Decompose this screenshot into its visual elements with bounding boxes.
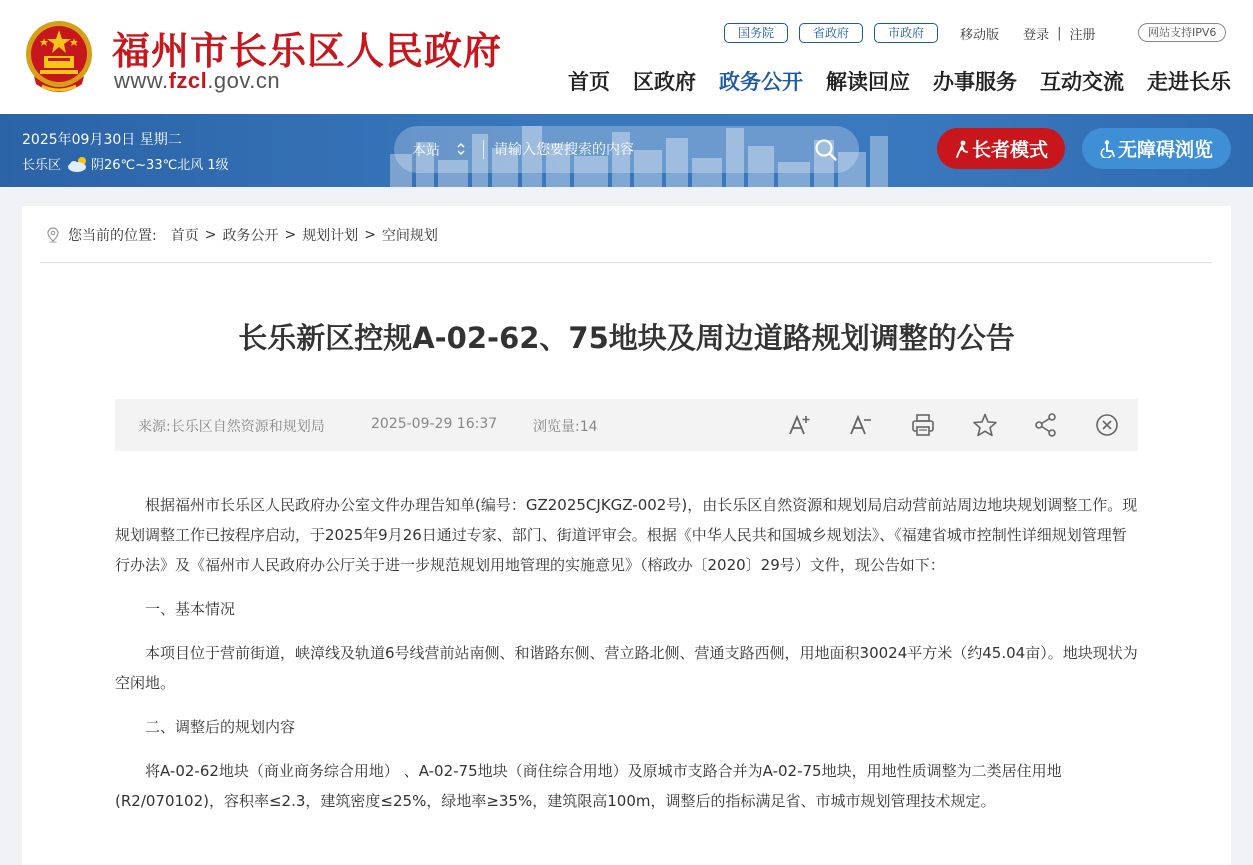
breadcrumb-divider [40, 262, 1212, 263]
site-url-brand: fzcl [168, 68, 208, 93]
register-link[interactable]: 注册 [1069, 27, 1096, 43]
weather-info [22, 154, 229, 173]
weather-text: 阴26℃~33℃北风 1级 [91, 158, 229, 173]
nav-interpretation[interactable]: 解读回应 [826, 70, 910, 94]
cloudy-sun-icon [67, 155, 89, 173]
article-body [115, 490, 1138, 830]
main-nav [568, 66, 1231, 96]
nav-about-changle[interactable]: 走进长乐 [1147, 70, 1231, 94]
breadcrumb-home[interactable]: 首页 [170, 228, 199, 244]
elder-mode-button[interactable] [937, 128, 1065, 169]
article-date: 2025-09-29 16:37 [371, 416, 498, 432]
article-meta-bar [115, 399, 1138, 451]
ipv6-badge: 网站支持IPV6 [1138, 23, 1226, 42]
national-emblem-icon [22, 18, 96, 96]
site-title[interactable]: 福州市长乐区人民政府 [112, 28, 503, 73]
top-links [724, 22, 1095, 44]
article-title: 长乐新区控规A-02-62、75地块及周边道路规划调整的公告 [238, 321, 1015, 355]
breadcrumb-separator: > [204, 227, 217, 243]
share-icon[interactable] [1033, 412, 1059, 438]
print-icon[interactable] [910, 412, 936, 438]
main-content [22, 206, 1231, 865]
close-icon[interactable] [1094, 412, 1120, 438]
site-header [0, 0, 1253, 114]
link-state-council[interactable]: 国务院 [724, 23, 788, 43]
scope-toggle-icon[interactable] [456, 142, 466, 156]
search-icon[interactable] [814, 138, 838, 162]
breadcrumb-planning[interactable]: 规划计划 [302, 228, 359, 244]
article-paragraph: 将A-02-62地块（商业商务综合用地） 、A-02-75地块（商住综合用地）及原城市支路合并为A-02-75地块，用地性质调整为二类居住用地(R2/070102)，容积率≤2.3，建筑密度≤25%，绿地率≥35%，建筑限高100m，调整后的指标满足省、市城市规划管理技术规定。 [115, 762, 1062, 810]
breadcrumb-spatial-planning[interactable]: 空间规划 [381, 228, 438, 244]
district-label: 长乐区 [22, 158, 62, 173]
current-date: 2025年09月30日 星期二 [22, 132, 182, 148]
nav-services[interactable]: 办事服务 [933, 70, 1017, 94]
article-paragraph: 根据福州市长乐区人民政府办公室文件办理告知单(编号：GZ2025CJKGZ-002号)，由长乐区自然资源和规划局启动营前站周边地块规划调整工作。现规划调整工作已按程序启动，于2025年9月26日通过专家、部门、街道评审会。根据《中华人民共和国城乡规划法》、《福建省城市控制性详细规划管理暂行办法》及《福州市人民政府办公厅关于进一步规范规划用地管理的实施意见》（榕政办〔2020〕29号）文件，现公告如下： [115, 496, 1138, 574]
elder-mode-label: 长者模式 [971, 139, 1048, 161]
search-divider [483, 140, 484, 159]
favorite-star-icon[interactable] [972, 412, 998, 438]
nav-district-gov[interactable]: 区政府 [633, 70, 696, 94]
link-provincial-gov[interactable]: 省政府 [799, 23, 863, 43]
article-section-heading: 一、基本情况 [145, 600, 236, 618]
font-increase-icon[interactable] [787, 412, 813, 438]
search-box [394, 126, 859, 173]
font-decrease-icon[interactable] [848, 412, 874, 438]
elder-person-icon [954, 140, 970, 158]
site-url-suffix: .gov.cn [207, 68, 281, 93]
nav-interaction[interactable]: 互动交流 [1040, 70, 1124, 94]
accessible-browse-button[interactable] [1082, 128, 1231, 169]
breadcrumb-gov-affairs[interactable]: 政务公开 [222, 228, 279, 244]
nav-gov-affairs[interactable]: 政务公开 [719, 70, 803, 94]
site-url [114, 68, 280, 94]
breadcrumb-prefix: 您当前的位置: [68, 228, 157, 244]
search-input[interactable] [494, 137, 794, 163]
info-search-bar [0, 114, 1253, 187]
accessible-browse-label: 无障碍浏览 [1117, 139, 1213, 161]
link-city-gov[interactable]: 市政府 [874, 23, 938, 43]
nav-home[interactable]: 首页 [568, 70, 610, 94]
breadcrumb-separator: > [284, 227, 297, 243]
article-source: 来源:长乐区自然资源和规划局 [138, 419, 325, 435]
login-link[interactable]: 登录 [1023, 27, 1050, 43]
site-url-prefix: www. [114, 68, 169, 93]
link-separator: | [1057, 25, 1062, 41]
article-paragraph: 本项目位于营前街道，峡漳线及轨道6号线营前站南侧、和谐路东侧、营立路北侧、营通支路西侧，用地面积30024平方米（约45.04亩）。地块现状为空闲地。 [115, 644, 1138, 692]
location-pin-icon [46, 227, 60, 243]
breadcrumb [46, 225, 438, 245]
mobile-version-link[interactable]: 移动版 [960, 27, 1000, 43]
search-scope-select[interactable]: 本站 [412, 143, 440, 159]
breadcrumb-separator: > [364, 227, 376, 243]
wheelchair-icon [1100, 140, 1116, 158]
article-section-heading: 二、调整后的规划内容 [145, 718, 296, 736]
article-views: 浏览量:14 [533, 419, 598, 435]
